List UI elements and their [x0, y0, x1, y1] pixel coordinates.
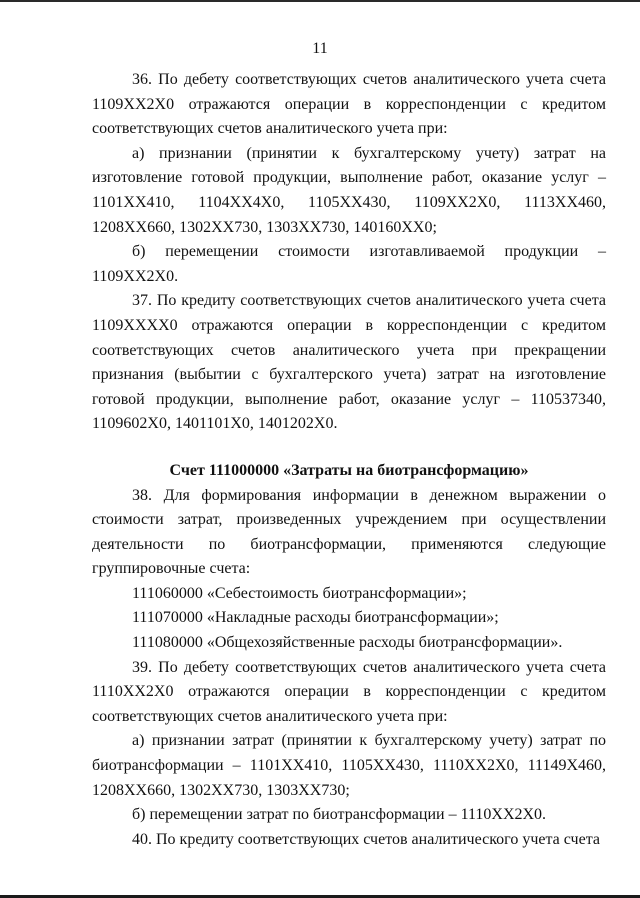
- document-body: [92, 68, 606, 852]
- section-heading: Счет 111000000 «Затраты на биотрансформацию»: [169, 461, 529, 479]
- paragraph-40: 40. По кредиту соответствующих счетов аналитического учета счета: [132, 830, 600, 848]
- account-111070000: 111070000 «Накладные расходы биотрансформации»;: [132, 609, 499, 627]
- paragraph-37: 37. По кредиту соответствующих счетов аналитического учета счета 1109ХХХХ0 отражаются операции в корреспонденции с кредитом соответствующих счетов аналитического учета при прекращении признания (выбытии с бухгалтерского учета) затрат на изготовление готовой продукции, выполнение работ, оказание услуг – 110537340, 1109602Х0, 1401101Х0, 1401202Х0.: [92, 292, 606, 433]
- paragraph-39-b: б) перемещении затрат по биотрансформации – 1110ХХ2Х0.: [132, 806, 547, 824]
- paragraph-39: 39. По дебету соответствующих счетов аналитического учета счета 1110ХХ2Х0 отражаются операции в корреспонденции с кредитом соответствующих счетов аналитического учета при:: [92, 658, 606, 725]
- paragraph-36-b: б) перемещении стоимости изготавливаемой продукции – 1109ХХ2Х0.: [92, 243, 606, 285]
- page-number: 11: [312, 40, 328, 57]
- paragraph-38: 38. Для формирования информации в денежном выражении о стоимости затрат, произведенных учреждением при осуществлении деятельности по биотрансформации, применяются следующие группировочные счета:: [92, 486, 606, 578]
- paragraph-39-a: а) признании затрат (принятии к бухгалтерскому учету) затрат по биотрансформации – 1101ХХ410, 1105ХХ430, 1110ХХ2Х0, 11149Х460, 1208ХХ660, 1302ХХ730, 1303ХХ730;: [92, 732, 606, 799]
- scan-edge-top: [0, 0, 640, 2]
- account-111080000: 111080000 «Общехозяйственные расходы биотрансформации».: [132, 634, 563, 652]
- paragraph-36-a: а) признании (принятии к бухгалтерскому учету) затрат на изготовление готовой продукции, выполнение работ, оказание услуг – 1101ХХ410, 1104ХХ4Х0, 1105ХХ430, 1109ХХ2Х0, 1113ХХ460, 1208ХХ660, 1302ХХ730, 1303ХХ730, 140160ХХ0;: [92, 144, 606, 236]
- account-111060000: 111060000 «Себестоимость биотрансформации»;: [132, 584, 467, 602]
- paragraph-36: 36. По дебету соответствующих счетов аналитического учета счета 1109ХХ2Х0 отражаются операции в корреспонденции с кредитом соответствующих счетов аналитического учета при:: [92, 71, 606, 138]
